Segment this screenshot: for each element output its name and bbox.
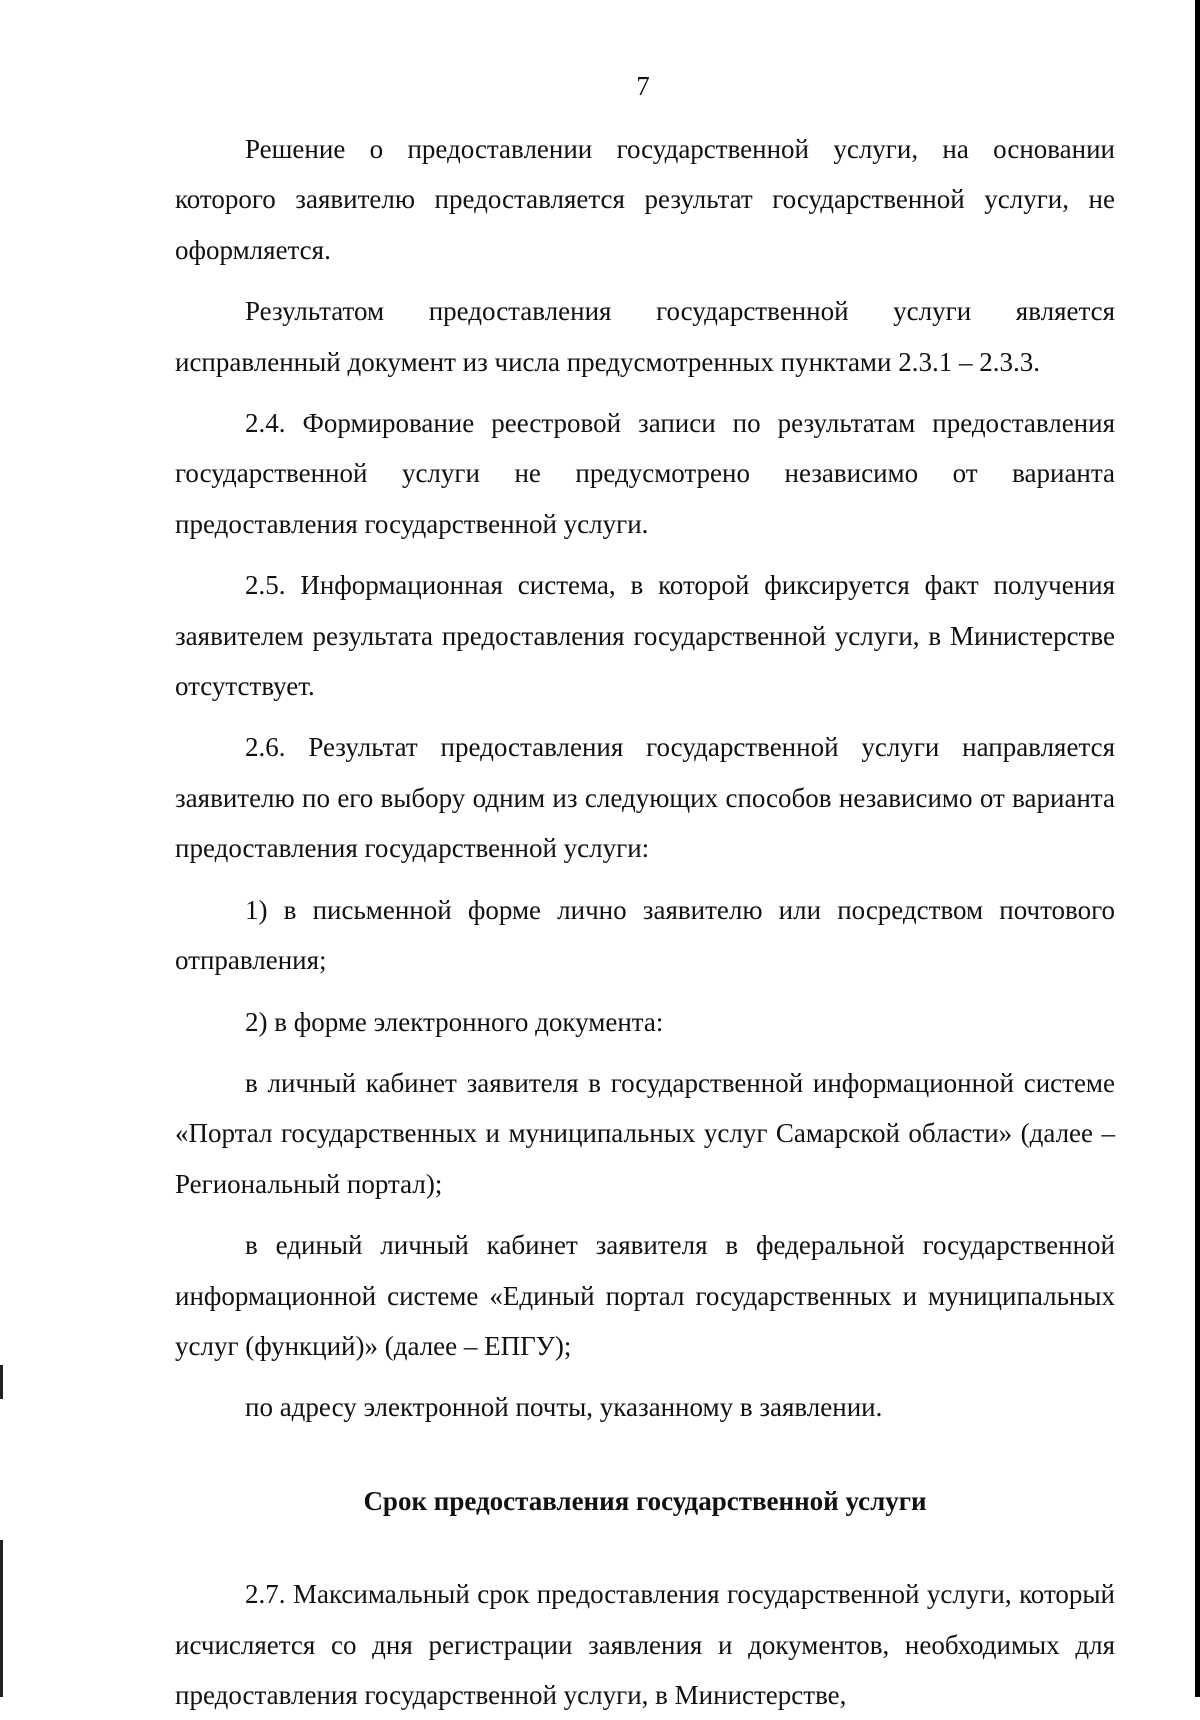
sub-item-epgu: в единый личный кабинет заявителя в федеральной государственной информационной системе «Единый портал государственных и муниципальных услуг (функций)» (далее – ЕПГУ); — [175, 1230, 1115, 1361]
scan-margin-mark — [0, 1540, 3, 1697]
paragraph-2-5: 2.5. Информационная система, в которой фиксируется факт получения заявителем результата предоставления государственной услуги, в Министерстве отсутствует. — [175, 570, 1115, 702]
page-number: 7 — [636, 71, 650, 101]
paragraph-result: Результатом предоставления государственной услуги является исправленный документ из числа предусмотренных пунктами 2.3.1 – 2.3.3. — [175, 296, 1115, 377]
list-item-paper-form: 1) в письменной форме лично заявителю или посредством почтового отправления; — [175, 894, 1115, 976]
sub-item-email: по адресу электронной почты, указанному в заявлении. — [245, 1392, 883, 1423]
paragraph-decision: Решение о предоставлении государственной услуги, на основании которого заявителю предоставляется результат государственной услуги, не оформляется. — [175, 134, 1115, 265]
document-body — [175, 124, 1115, 1720]
sub-item-regional-portal: в личный кабинет заявителя в государственной информационной системе «Портал государственных и муниципальных услуг Самарской области» (далее – Региональный портал); — [175, 1067, 1115, 1199]
paragraph-2-4: 2.4. Формирование реестровой записи по результатам предоставления государственной услуги не предусмотрено независимо от варианта предоставления государственной услуги. — [175, 408, 1115, 539]
list-item-electronic-form: 2) в форме электронного документа: — [245, 1006, 664, 1037]
paragraph-2-6: 2.6. Результат предоставления государственной услуги направляется заявителю по его выбору одним из следующих способов независимо от варианта предоставления государственной услуги: — [175, 732, 1115, 864]
paragraph-2-7: 2.7. Максимальный срок предоставления государственной услуги, который исчисляется со дня регистрации заявления и документов, необходимых для предоставления государственной услуги, в Министерстве, — [175, 1579, 1115, 1710]
scan-edge-border — [1195, 0, 1200, 1697]
section-heading: Срок предоставления государственной услуги — [363, 1485, 927, 1516]
scan-margin-mark — [0, 1365, 3, 1399]
